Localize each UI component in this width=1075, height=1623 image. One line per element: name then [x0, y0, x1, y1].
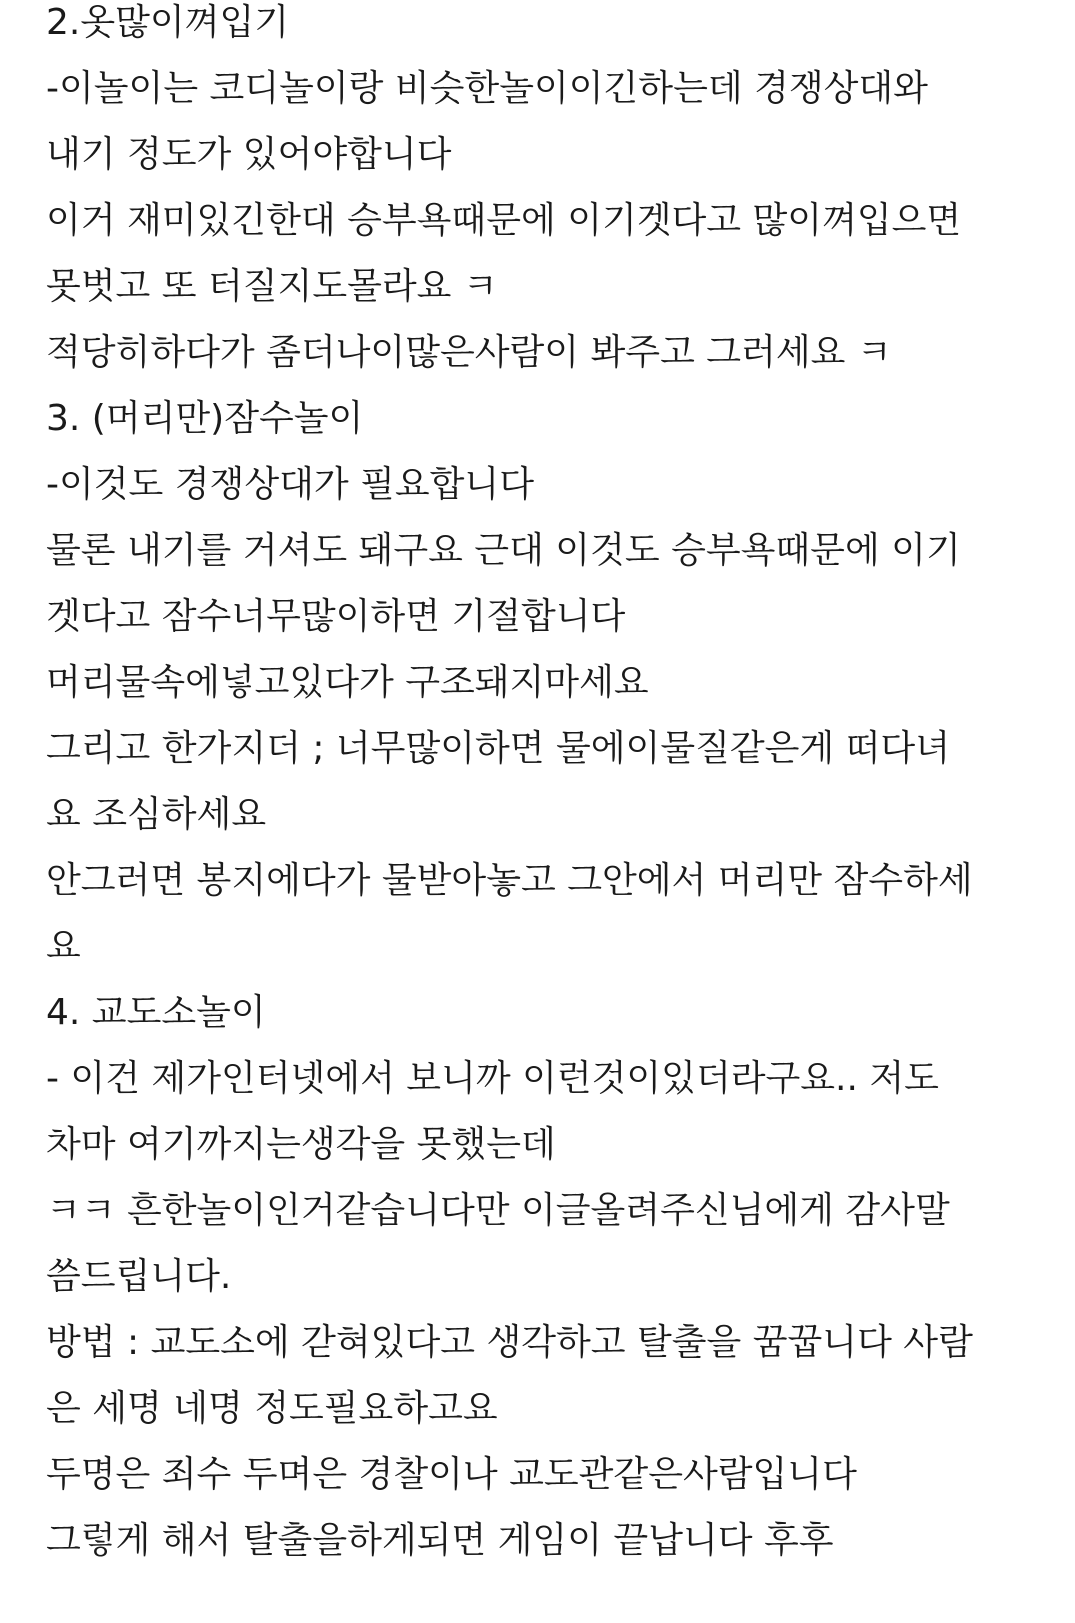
text-line: - 이건 제가인터넷에서 보니까 이런것이있더라구요.. 저도: [46, 1058, 939, 1099]
text-line: 머리물속에넣고있다가 구조돼지마세요: [46, 662, 649, 703]
section-heading: 4. 교도소놀이: [46, 992, 266, 1033]
text-line: 안그러면 봉지에다가 물받아놓고 그안에서 머리만 잠수하세: [46, 860, 973, 901]
text-line: 차마 여기까지는생각을 못했는데: [46, 1124, 556, 1165]
text-line: 이거 재미있긴한대 승부욕때문에 이기겟다고 많이껴입으면: [46, 200, 962, 241]
text-line: 그리고 한가지더 ; 너무많이하면 물에이물질같은게 떠다녀: [46, 728, 950, 769]
text-line: 겟다고 잠수너무많이하면 기절합니다: [46, 596, 626, 637]
section-heading: 3. (머리만)잠수놀이: [46, 398, 364, 439]
text-line: 못벗고 또 터질지도몰라요 ㅋ: [46, 266, 498, 307]
text-line: 내기 정도가 있어야합니다: [46, 134, 452, 175]
text-line: 2.옷많이껴입기: [46, 2, 290, 43]
text-line: -이놀이는 코디놀이랑 비슷한놀이이긴하는데 경쟁상대와: [46, 68, 928, 109]
text-line: 요 조심하세요: [46, 794, 267, 835]
text-line: -이것도 경쟁상대가 필요합니다: [46, 464, 534, 505]
text-line: 방법 : 교도소에 갇혀있다고 생각하고 탈출을 꿈꿉니다 사람: [46, 1322, 973, 1363]
text-line: 두명은 죄수 두며은 경찰이나 교도관같은사람입니다: [46, 1454, 857, 1495]
text-line: ㅋㅋ 흔한놀이인거같습니다만 이글올려주신님에게 감사말: [46, 1190, 950, 1231]
text-line: 요: [46, 926, 81, 967]
text-line: 씀드립니다.: [46, 1256, 232, 1297]
text-line: 은 세명 네명 정도필요하고요: [46, 1388, 498, 1429]
text-line: 그렇게 해서 탈출을하게되면 게임이 끝납니다 후후: [46, 1520, 834, 1561]
text-line: 물론 내기를 거셔도 돼구요 근대 이것도 승부욕때문에 이기: [46, 530, 961, 571]
text-line: 적당히하다가 좀더나이많은사람이 봐주고 그러세요 ㅋ: [46, 332, 892, 373]
